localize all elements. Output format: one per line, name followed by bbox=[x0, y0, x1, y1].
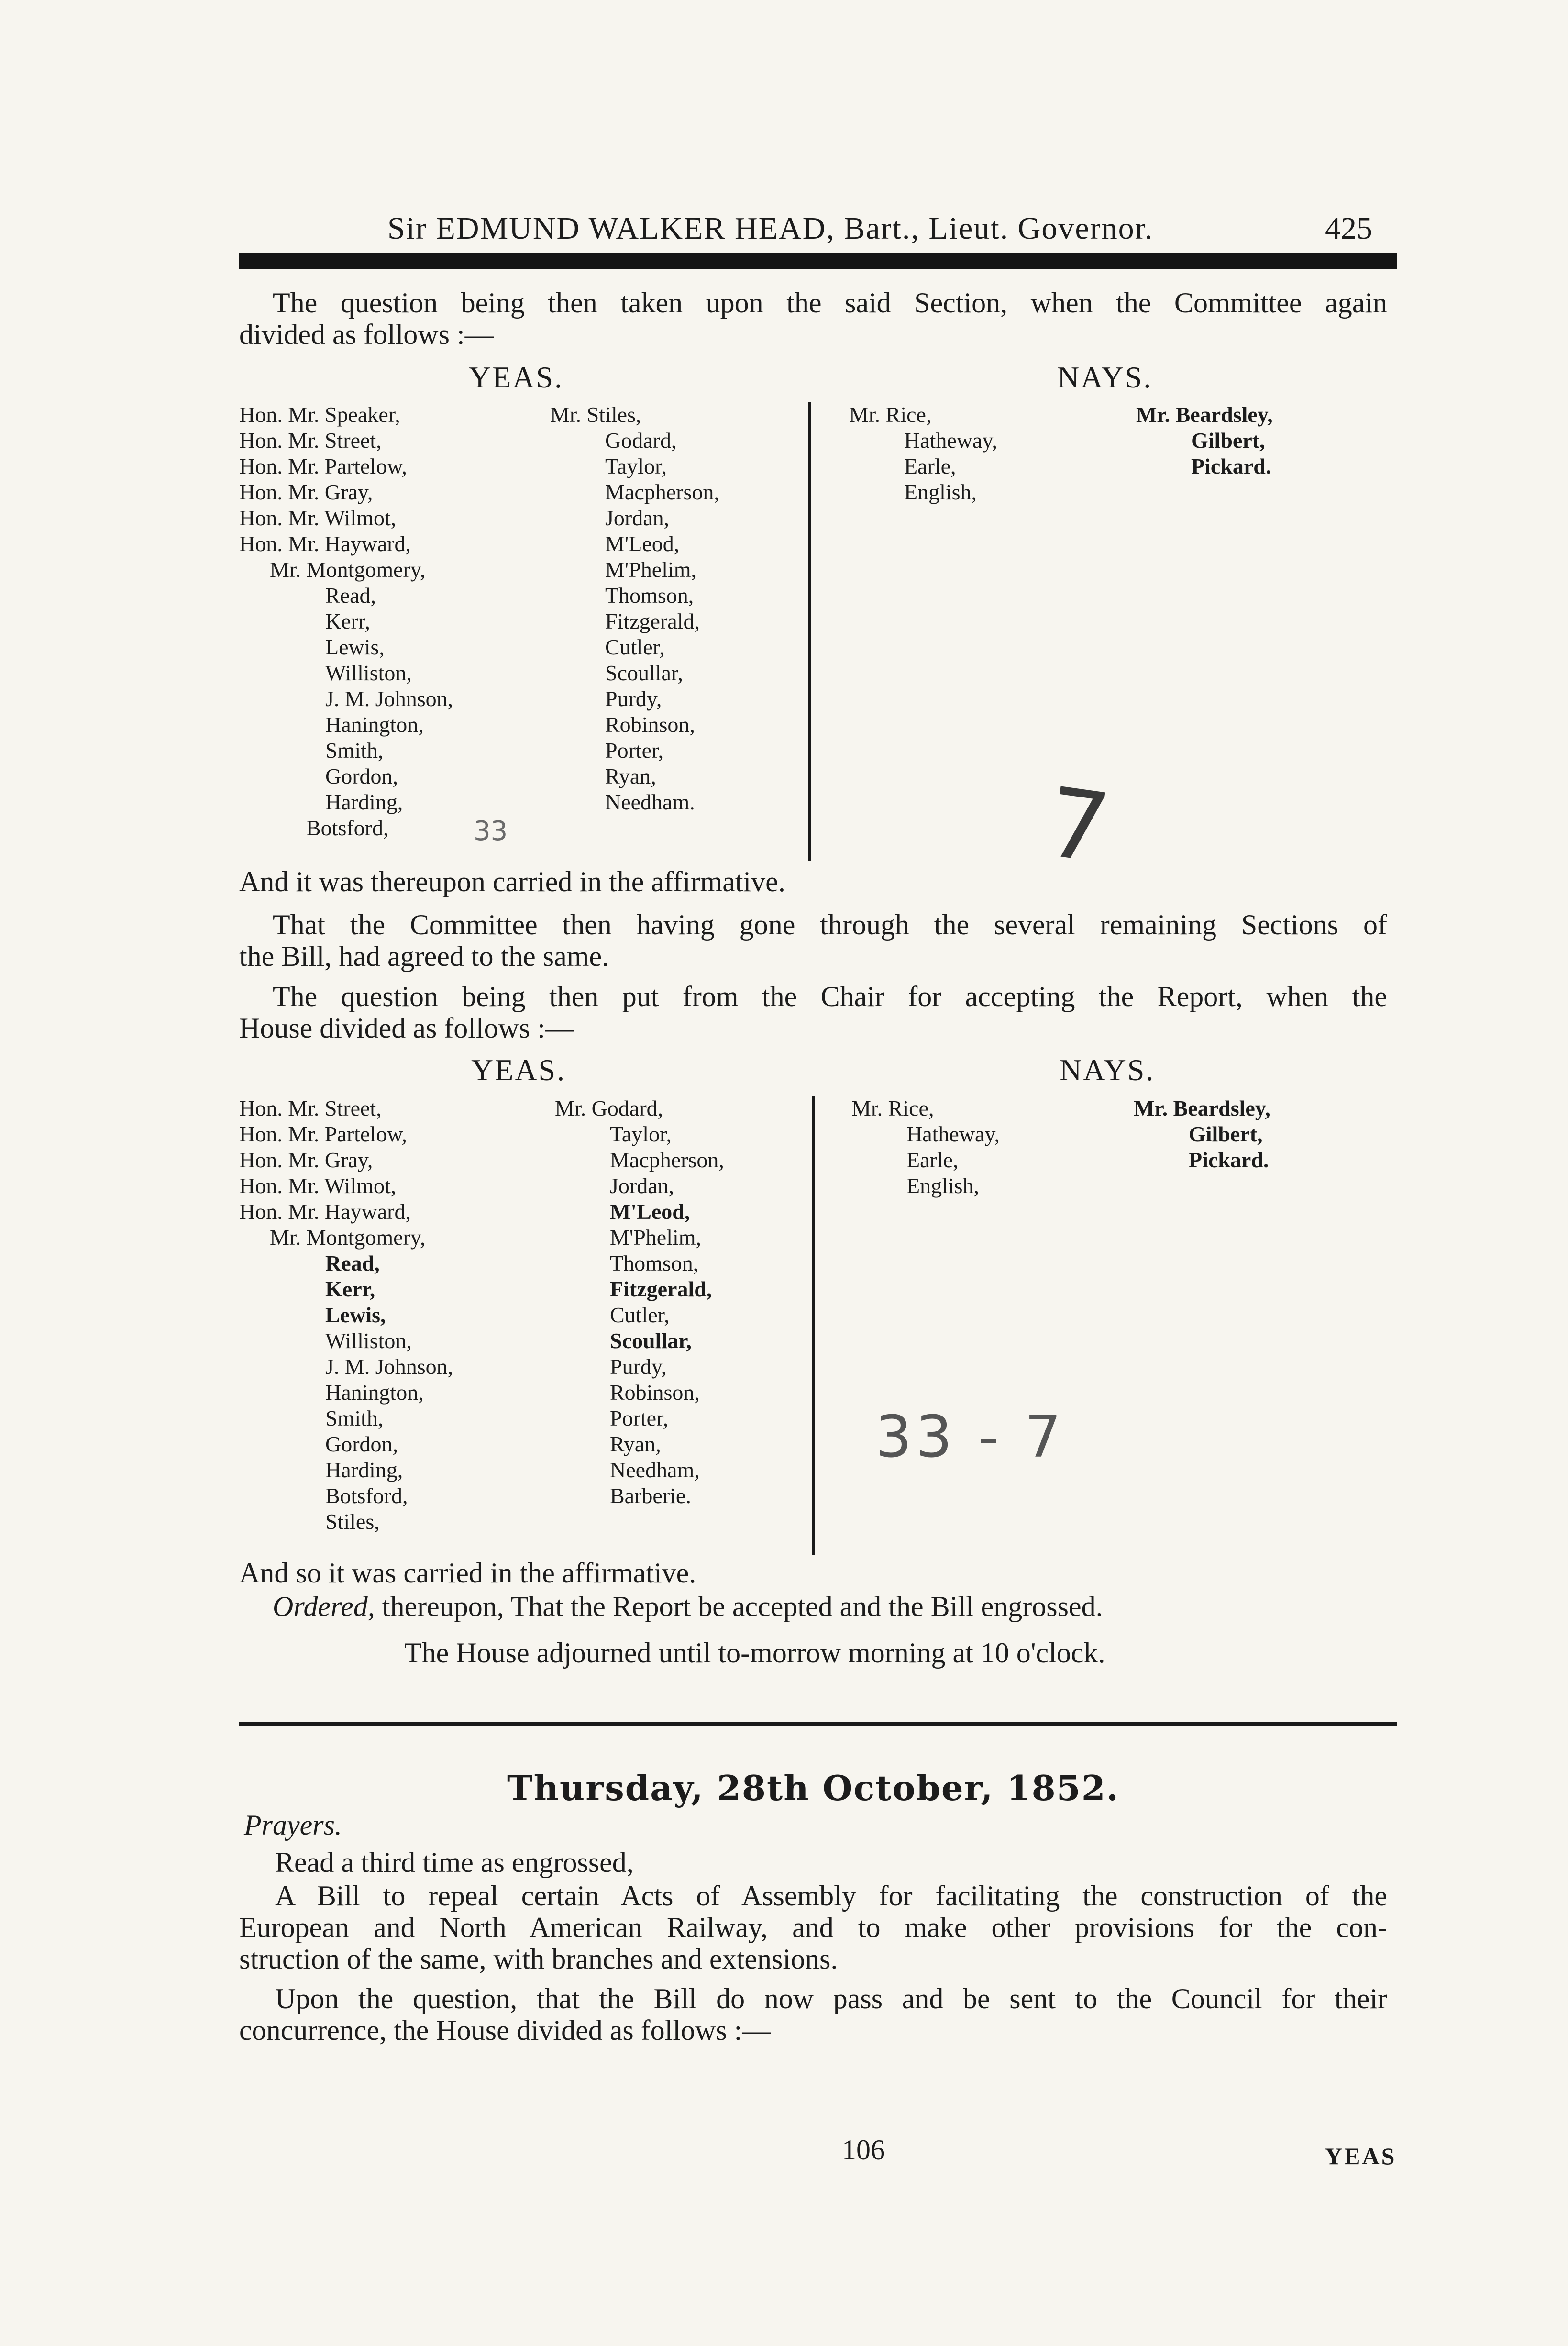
member-name: M'Leod, bbox=[605, 531, 680, 556]
member-name: Smith, bbox=[325, 738, 384, 763]
member-name: Hatheway, bbox=[904, 428, 997, 453]
member-name: Harding, bbox=[325, 790, 403, 814]
member-name: Kerr, bbox=[325, 1277, 375, 1301]
ordered-paragraph bbox=[273, 1591, 1103, 1622]
bill-line: European and North American Railway, and to make other provisions for the con- bbox=[239, 1912, 1387, 1943]
member-name: Porter, bbox=[605, 738, 664, 763]
member-name: Williston, bbox=[325, 661, 412, 685]
division2-nays-column-1 bbox=[851, 1096, 1000, 1199]
header-rule bbox=[239, 253, 1397, 269]
member-name: Smith, bbox=[325, 1406, 384, 1430]
bill-line: struction of the same, with branches and extensions. bbox=[239, 1943, 838, 1975]
division2-intro-line: The question being then put from the Chair for accepting the Report, when the bbox=[273, 981, 1387, 1012]
member-name: Gilbert, bbox=[1189, 1122, 1263, 1146]
division1-yeas-heading: YEAS. bbox=[469, 360, 564, 394]
ordered-label: Ordered, bbox=[273, 1591, 375, 1622]
division2-intro-line: House divided as follows :— bbox=[239, 1012, 574, 1044]
member-name: Kerr, bbox=[325, 609, 370, 633]
member-name: Harding, bbox=[325, 1458, 403, 1482]
division1-column-divider bbox=[808, 402, 811, 861]
division1-yeas-column-1 bbox=[239, 402, 453, 841]
division2-result: And so it was carried in the affirmative. bbox=[239, 1557, 696, 1589]
handwritten-tally-mark: 33 - 7 bbox=[875, 1404, 1065, 1471]
member-name: Jordan, bbox=[610, 1173, 674, 1198]
division2-column-divider bbox=[812, 1096, 815, 1555]
member-name: Cutler, bbox=[605, 635, 665, 659]
member-name: Gilbert, bbox=[1191, 428, 1265, 453]
member-name: Hon. Mr. Partelow, bbox=[239, 454, 407, 478]
member-name: Mr. Beardsley, bbox=[1136, 402, 1273, 427]
member-name: Earle, bbox=[906, 1148, 959, 1172]
ordered-text: thereupon, That the Report be accepted and the Bill engrossed. bbox=[375, 1591, 1103, 1622]
member-name: Botsford, bbox=[325, 1483, 408, 1508]
member-name: Mr. Rice, bbox=[849, 402, 932, 427]
member-name: Purdy, bbox=[610, 1354, 667, 1379]
member-name: Porter, bbox=[610, 1406, 669, 1430]
member-name: Macpherson, bbox=[610, 1148, 724, 1172]
section-rule bbox=[239, 1722, 1397, 1726]
member-name: Cutler, bbox=[610, 1303, 670, 1327]
bill-line: A Bill to repeal certain Acts of Assembly for facilitating the construction of the bbox=[275, 1880, 1387, 1912]
member-name: Thomson, bbox=[610, 1251, 699, 1275]
division1-nays-column-1 bbox=[849, 402, 997, 505]
member-name: Barberie. bbox=[610, 1483, 691, 1508]
member-name: Earle, bbox=[904, 454, 956, 478]
bill-title-paragraph bbox=[239, 1880, 1387, 1975]
member-name: Fitzgerald, bbox=[610, 1277, 712, 1301]
division2-yeas-heading: YEAS. bbox=[471, 1053, 566, 1087]
member-name: Hon. Mr. Wilmot, bbox=[239, 1173, 397, 1198]
running-header-title: Sir EDMUND WALKER HEAD, Bart., Lieut. Governor. bbox=[387, 211, 1154, 246]
member-name: Mr. Godard, bbox=[555, 1096, 663, 1120]
page-number: 425 bbox=[1325, 211, 1372, 246]
question-paragraph bbox=[239, 1983, 1387, 2046]
member-name: Read, bbox=[325, 583, 376, 608]
member-name: Hanington, bbox=[325, 712, 424, 737]
member-name: Hatheway, bbox=[906, 1122, 1000, 1146]
member-name: Hon. Mr. Gray, bbox=[239, 480, 373, 504]
division1-intro-line: The question being then taken upon the said Section, when the Committee again bbox=[273, 287, 1387, 319]
member-name: J. M. Johnson, bbox=[325, 686, 453, 711]
member-name: Lewis, bbox=[325, 1303, 386, 1327]
committee-paragraph bbox=[239, 909, 1387, 972]
committee-line: the Bill, had agreed to the same. bbox=[239, 941, 609, 972]
third-reading: Read a third time as engrossed, bbox=[275, 1847, 634, 1878]
member-name: Fitzgerald, bbox=[605, 609, 700, 633]
member-name: Read, bbox=[325, 1251, 380, 1275]
committee-line: That the Committee then having gone through the several remaining Sections of bbox=[273, 909, 1387, 941]
member-name: Botsford, bbox=[306, 816, 389, 840]
member-name: J. M. Johnson, bbox=[325, 1354, 453, 1379]
prayers-label: Prayers. bbox=[244, 1809, 342, 1841]
division2-intro bbox=[239, 981, 1387, 1044]
adjourned-notice: The House adjourned until to-morrow morning at 10 o'clock. bbox=[404, 1637, 1105, 1669]
member-name: Gordon, bbox=[325, 1432, 398, 1456]
member-name: Needham, bbox=[610, 1458, 700, 1482]
member-name: Purdy, bbox=[605, 686, 662, 711]
question-line: Upon the question, that the Bill do now pass and be sent to the Council for their bbox=[275, 1983, 1387, 2014]
division1-intro bbox=[239, 287, 1387, 350]
member-name: Macpherson, bbox=[605, 480, 719, 504]
member-name: English, bbox=[904, 480, 977, 504]
member-name: M'Leod, bbox=[610, 1199, 690, 1224]
member-name: Hon. Mr. Wilmot, bbox=[239, 506, 397, 530]
division2-nays-column-2 bbox=[1134, 1096, 1270, 1173]
member-name: Pickard. bbox=[1189, 1148, 1269, 1172]
handwritten-tally-mark: 7 bbox=[1040, 766, 1116, 885]
division1-intro-line: divided as follows :— bbox=[239, 319, 494, 350]
member-name: Hanington, bbox=[325, 1380, 424, 1405]
member-name: Stiles, bbox=[325, 1509, 380, 1534]
member-name: Needham. bbox=[605, 790, 695, 814]
member-name: Hon. Mr. Speaker, bbox=[239, 402, 400, 427]
member-name: Hon. Mr. Gray, bbox=[239, 1148, 373, 1172]
member-name: Pickard. bbox=[1191, 454, 1271, 478]
member-name: Hon. Mr. Hayward, bbox=[239, 1199, 411, 1224]
question-line: concurrence, the House divided as follows :— bbox=[239, 2014, 771, 2046]
member-name: M'Phelim, bbox=[610, 1225, 702, 1250]
division2-yeas-column-2 bbox=[555, 1096, 724, 1509]
member-name: Taylor, bbox=[610, 1122, 672, 1146]
member-name: Hon. Mr. Street, bbox=[239, 1096, 382, 1120]
member-name: Ryan, bbox=[610, 1432, 661, 1456]
member-name: Lewis, bbox=[325, 635, 385, 659]
member-name: Hon. Mr. Hayward, bbox=[239, 531, 411, 556]
member-name: Hon. Mr. Street, bbox=[239, 428, 382, 453]
member-name: Hon. Mr. Partelow, bbox=[239, 1122, 407, 1146]
division1-yeas-column-2 bbox=[550, 402, 719, 815]
member-name: Jordan, bbox=[605, 506, 670, 530]
division1-nays-column-2 bbox=[1136, 402, 1273, 479]
member-name: M'Phelim, bbox=[605, 557, 697, 582]
member-name: Mr. Rice, bbox=[851, 1096, 934, 1120]
member-name: Scoullar, bbox=[610, 1328, 692, 1353]
member-name: Robinson, bbox=[605, 712, 695, 737]
member-name: Williston, bbox=[325, 1328, 412, 1353]
member-name: Mr. Montgomery, bbox=[270, 1225, 426, 1250]
division1-nays-heading: NAYS. bbox=[1057, 360, 1153, 394]
member-name: English, bbox=[906, 1173, 980, 1198]
division2-nays-heading: NAYS. bbox=[1060, 1053, 1155, 1087]
member-name: Mr. Beardsley, bbox=[1134, 1096, 1270, 1120]
division1-result: And it was thereupon carried in the affirmative. bbox=[239, 866, 785, 897]
member-name: Robinson, bbox=[610, 1380, 700, 1405]
member-name: Godard, bbox=[605, 428, 677, 453]
division2-yeas-column-1 bbox=[239, 1096, 453, 1535]
signature-number: 106 bbox=[842, 2134, 885, 2166]
member-name: Taylor, bbox=[605, 454, 667, 478]
member-name: Ryan, bbox=[605, 764, 656, 788]
member-name: Gordon, bbox=[325, 764, 398, 788]
handwritten-tally-mark: 33 bbox=[474, 816, 508, 847]
member-name: Thomson, bbox=[605, 583, 694, 608]
member-name: Scoullar, bbox=[605, 661, 683, 685]
member-name: Mr. Stiles, bbox=[550, 402, 641, 427]
catchword: YEAS bbox=[1325, 2143, 1397, 2169]
member-name: Mr. Montgomery, bbox=[270, 557, 426, 582]
date-heading: Thursday, 28th October, 1852. bbox=[507, 1768, 1119, 1808]
